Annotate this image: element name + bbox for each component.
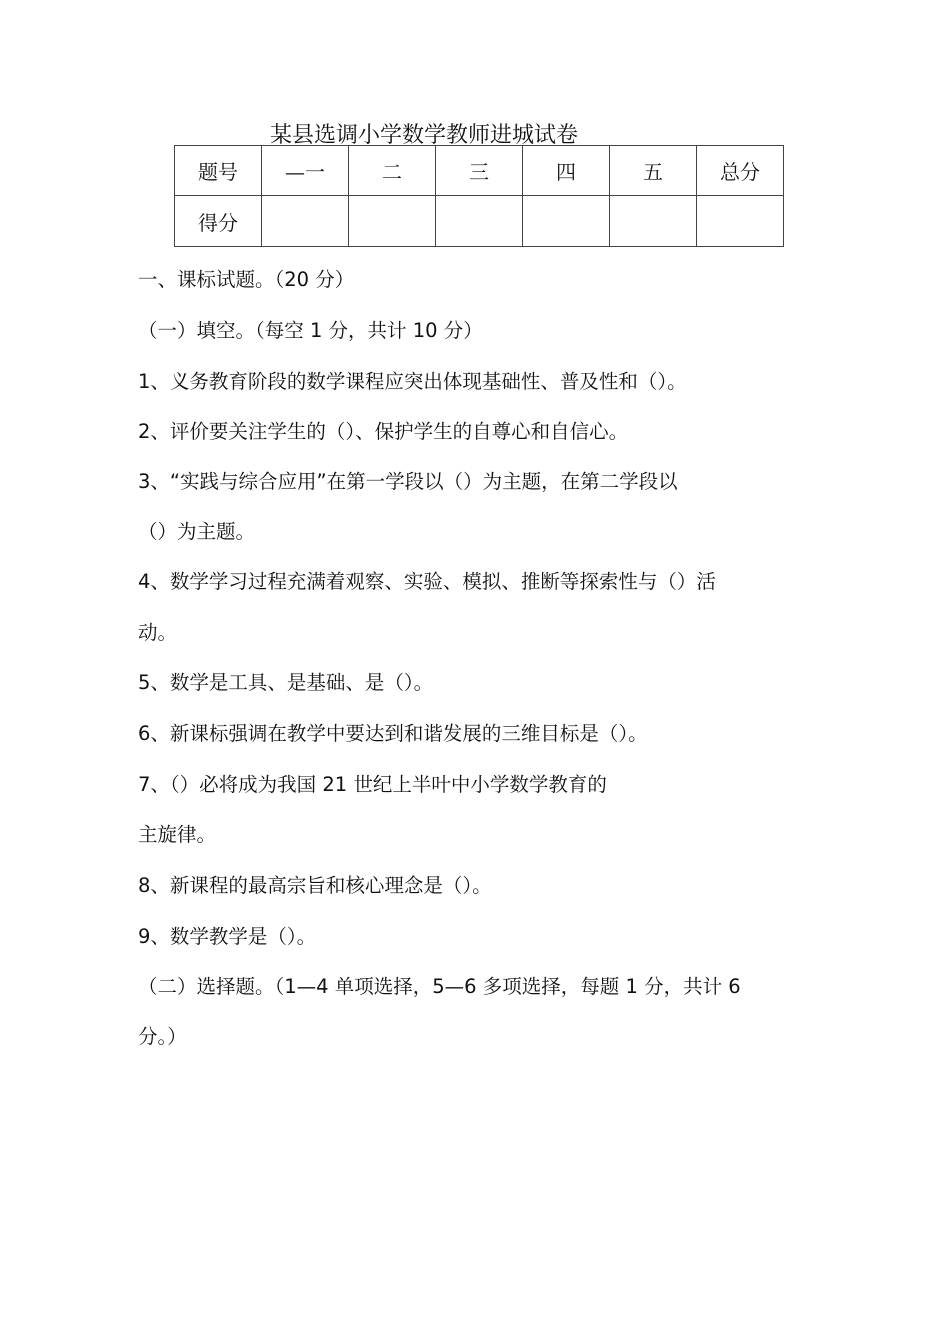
header-cell-2: 二 — [349, 146, 436, 196]
question-line: 1、义务教育阶段的数学课程应突出体现基础性、普及性和（）。 — [138, 370, 687, 393]
score-table-header-row — [175, 146, 784, 196]
question-line: 7、（）必将成为我国 21 世纪上半叶中小学数学教育的 — [138, 773, 607, 796]
score-table-score-row — [175, 196, 784, 247]
score-cell-2 — [349, 196, 436, 247]
question-line: 3、“实践与综合应用”在第一学段以（）为主题，在第二学段以 — [138, 470, 678, 493]
question-continuation: 动。 — [138, 621, 178, 644]
question-line: 5、数学是工具、是基础、是（）。 — [138, 671, 434, 694]
section-heading: 一、课标试题。（20 分） — [138, 268, 355, 291]
score-cell-5 — [610, 196, 697, 247]
score-row-label: 得分 — [175, 196, 262, 247]
question-line: 4、数学学习过程充满着观察、实验、模拟、推断等探索性与（）活 — [138, 570, 716, 593]
subsection-continuation: 分。） — [138, 1025, 187, 1048]
header-cell-question-number: 题号 — [175, 146, 262, 196]
subsection-heading: （二）选择题。（1—4 单项选择，5—6 多项选择，每题 1 分，共计 6 — [138, 975, 741, 998]
header-cell-1: —一 — [262, 146, 349, 196]
score-table — [174, 145, 784, 247]
subsection-heading: （一）填空。（每空 1 分，共计 10 分） — [138, 319, 483, 342]
score-cell-total — [697, 196, 784, 247]
question-continuation: 主旋律。 — [138, 823, 217, 846]
question-continuation: （）为主题。 — [138, 520, 256, 543]
header-cell-4: 四 — [523, 146, 610, 196]
score-cell-1 — [262, 196, 349, 247]
question-line: 2、评价要关注学生的（）、保护学生的自尊心和自信心。 — [138, 420, 629, 443]
question-line: 9、数学教学是（）。 — [138, 925, 317, 948]
header-cell-total: 总分 — [697, 146, 784, 196]
exam-title: 某县选调小学数学教师进城试卷 — [270, 123, 579, 148]
question-line: 8、新课程的最高宗旨和核心理念是（）。 — [138, 874, 492, 897]
score-cell-3 — [436, 196, 523, 247]
score-cell-4 — [523, 196, 610, 247]
header-cell-3: 三 — [436, 146, 523, 196]
question-line: 6、新课标强调在教学中要达到和谐发展的三维目标是（）。 — [138, 722, 648, 745]
header-cell-5: 五 — [610, 146, 697, 196]
